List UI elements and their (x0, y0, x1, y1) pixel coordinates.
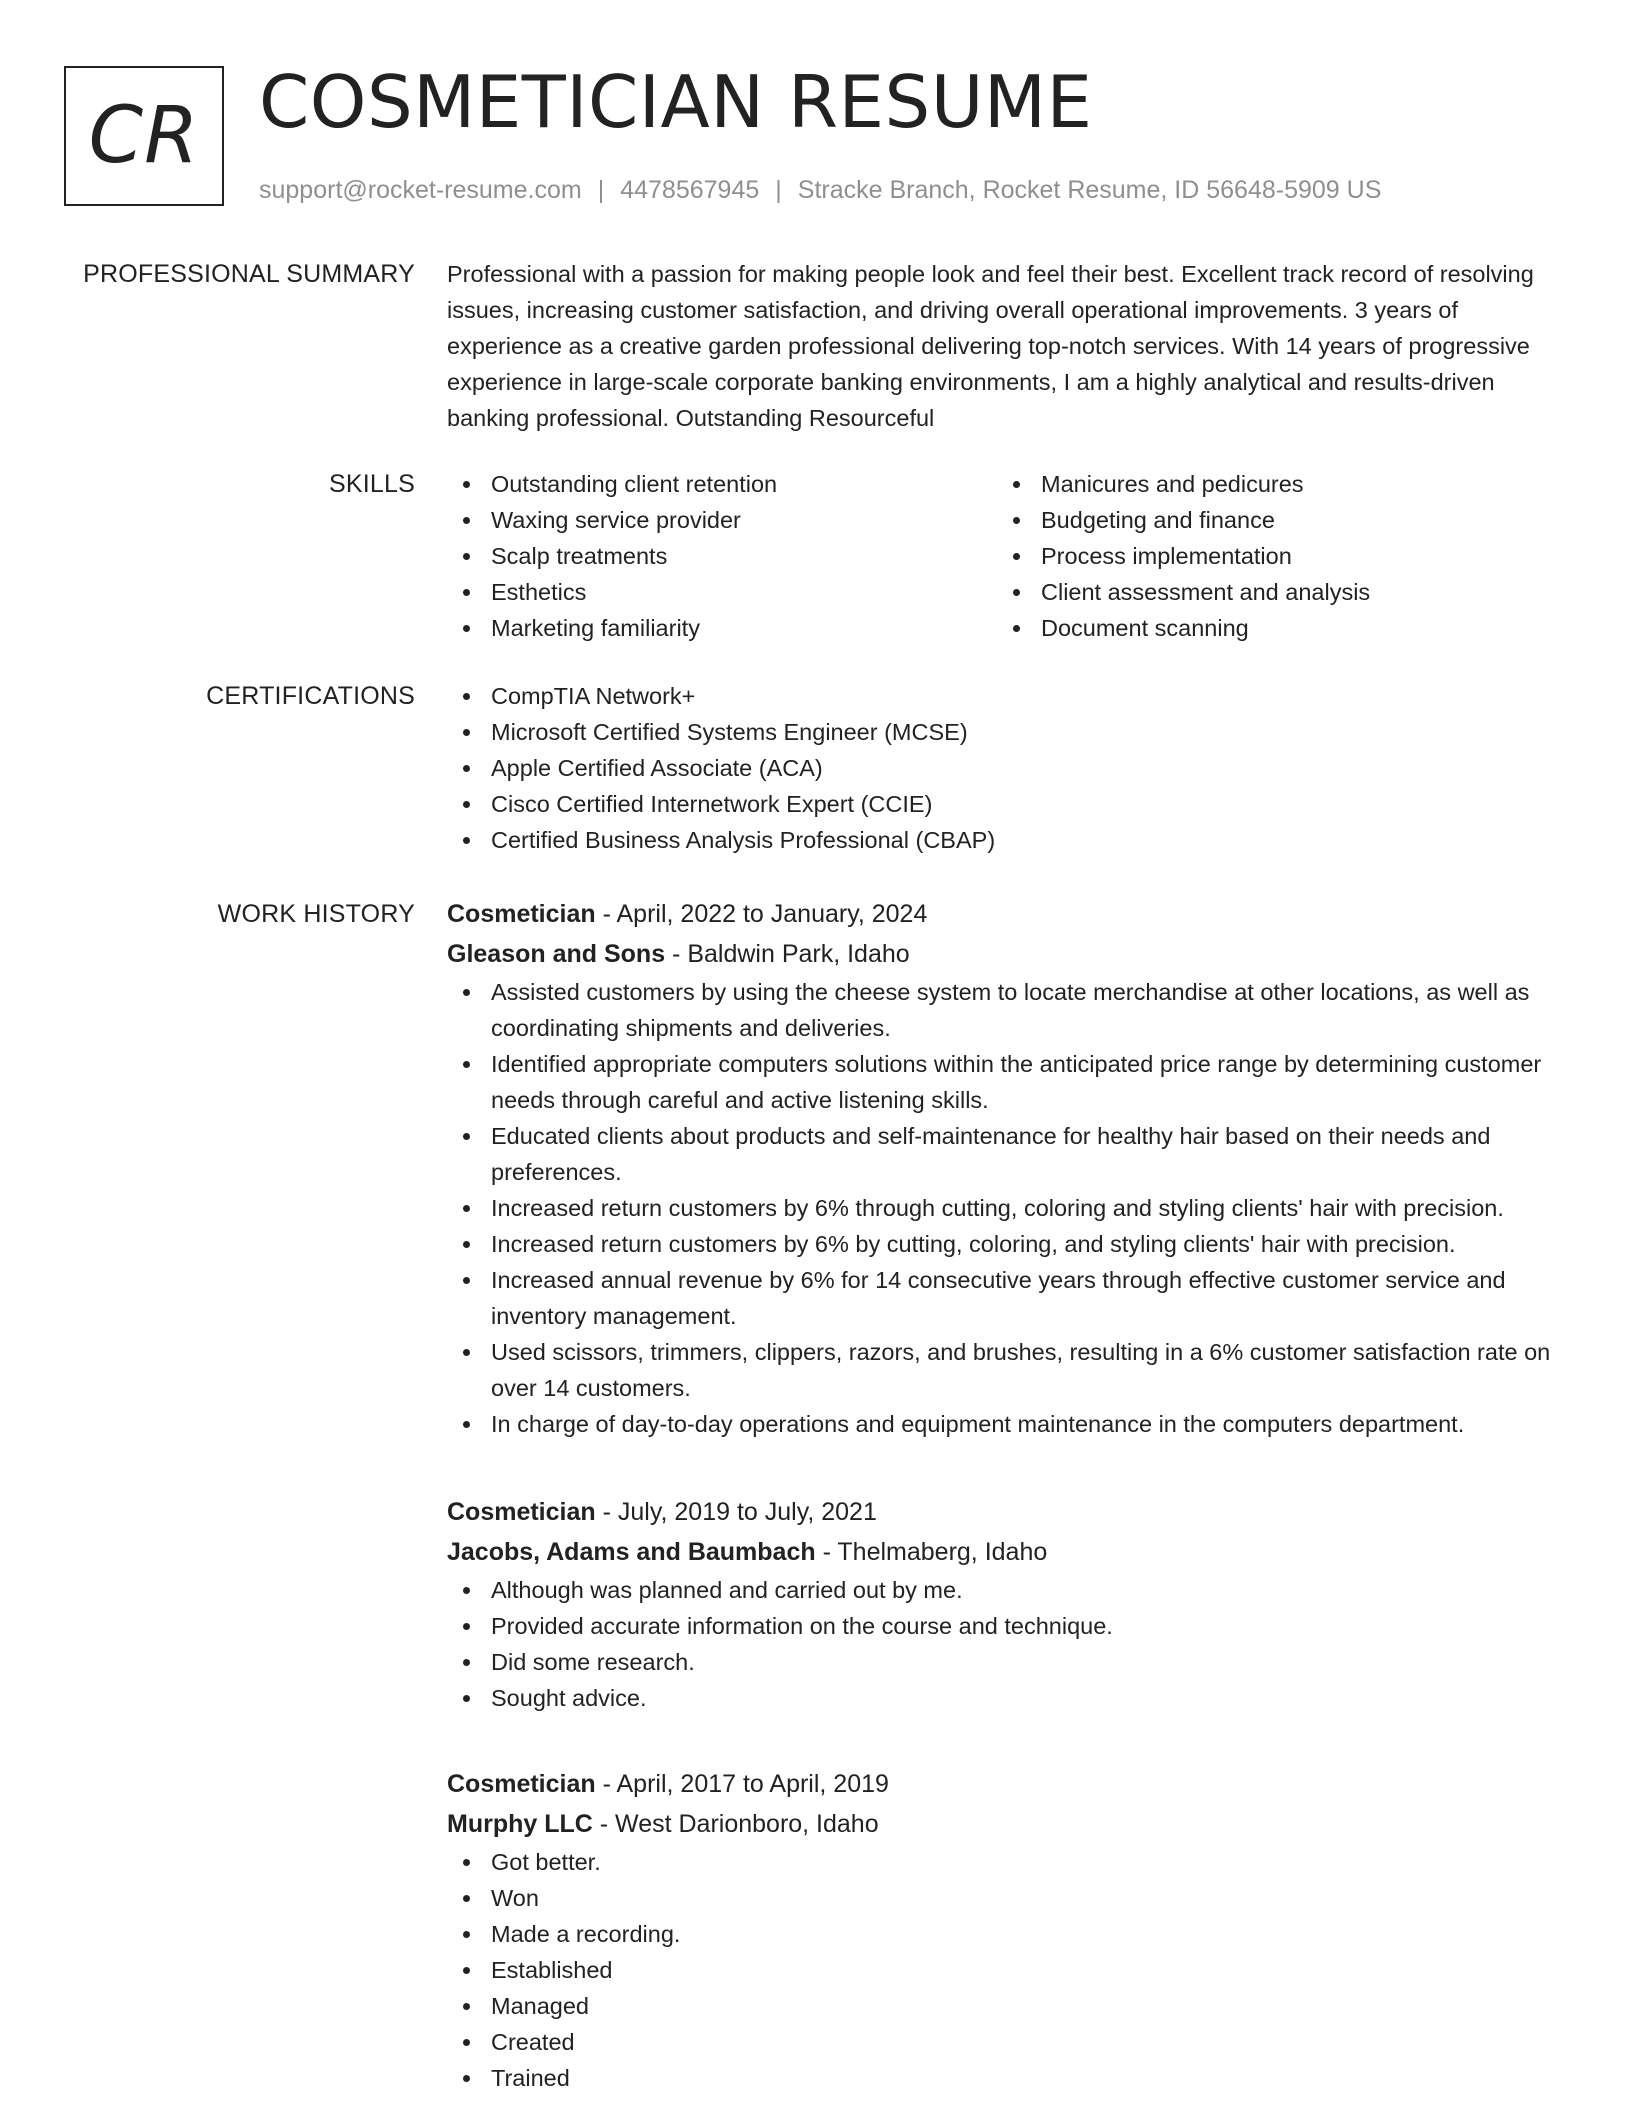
job-title-line (447, 894, 1567, 934)
job-bullet: Established (447, 1952, 1567, 1988)
job-location: - Thelmaberg, Idaho (815, 1538, 1048, 1566)
job-bullet: Used scissors, trimmers, clippers, razors, and brushes, resulting in a 6% customer satisfaction rate on over 14 customers. (447, 1334, 1567, 1406)
job-bullet: Did some research. (447, 1644, 1567, 1680)
job-company: Jacobs, Adams and Baumbach (447, 1538, 816, 1566)
job-bullet: In charge of day-to-day operations and equipment maintenance in the computers department. (447, 1406, 1567, 1442)
job-bullets (447, 1572, 1567, 1716)
job-bullet: Got better. (447, 1844, 1567, 1880)
job-bullet: Increased return customers by 6% through cutting, coloring and styling clients' hair with precision. (447, 1190, 1567, 1226)
certification-item: Microsoft Certified Systems Engineer (MCSE) (447, 714, 1567, 750)
job-bullet: Increased return customers by 6% by cutting, coloring, and styling clients' hair with precision. (447, 1226, 1567, 1262)
summary-body (447, 256, 1567, 436)
work-label: WORK HISTORY (217, 900, 415, 928)
skill-item: Waxing service provider (447, 502, 997, 538)
job-bullet: Created (447, 2024, 1567, 2060)
summary-label: PROFESSIONAL SUMMARY (83, 260, 415, 288)
job-title: Cosmetician (447, 900, 596, 928)
contact-email[interactable]: support@rocket-resume.com (259, 176, 582, 204)
job-bullet: Trained (447, 2060, 1567, 2096)
certification-item: Apple Certified Associate (ACA) (447, 750, 1567, 786)
job-company: Murphy LLC (447, 1810, 593, 1838)
job-title-line (447, 1492, 1567, 1532)
job-bullet: Assisted customers by using the cheese system to locate merchandise at other locations, as well as coordinating shipments and deliveries. (447, 974, 1567, 1046)
job-bullet: Increased annual revenue by 6% for 14 consecutive years through effective customer service and inventory management. (447, 1262, 1567, 1334)
skills-grid (447, 466, 1567, 646)
contact-line (259, 174, 1381, 206)
skill-item: Esthetics (447, 574, 997, 610)
job-title-line (447, 1764, 1567, 1804)
skills-list-right (997, 466, 1547, 646)
skill-item: Process implementation (997, 538, 1547, 574)
contact-separator: | (775, 176, 782, 204)
skill-item: Document scanning (997, 610, 1547, 646)
job-bullet: Made a recording. (447, 1916, 1567, 1952)
contact-address: Stracke Branch, Rocket Resume, ID 56648-5909 US (797, 176, 1382, 204)
summary-text: Professional with a passion for making people look and feel their best. Excellent track record of resolving issues, increasing customer satisfaction, and driving overall operational improvements. 3 years of experience as a creative garden professional delivering top-notch services. With 14 years of progressive experience in large-scale corporate banking environments, I am a highly analytical and results-driven banking professional. Outstanding Resourceful (447, 261, 1534, 431)
job-title: Cosmetician (447, 1770, 596, 1798)
job-company-line (447, 934, 1567, 974)
job-bullet: Identified appropriate computers solutions within the anticipated price range by determining customer needs through careful and active listening skills. (447, 1046, 1567, 1118)
job-bullet: Educated clients about products and self-maintenance for healthy hair based on their needs and preferences. (447, 1118, 1567, 1190)
job-company-line (447, 1804, 1567, 1844)
certification-item: CompTIA Network+ (447, 678, 1567, 714)
certifications-body (447, 678, 1567, 858)
certifications-label: CERTIFICATIONS (206, 682, 415, 710)
job-bullet: Provided accurate information on the course and technique. (447, 1608, 1567, 1644)
job-company: Gleason and Sons (447, 940, 666, 968)
job-title: Cosmetician (447, 1498, 596, 1526)
monogram-initials: CR (88, 91, 200, 181)
skill-item: Marketing familiarity (447, 610, 997, 646)
job-location: - West Darionboro, Idaho (592, 1810, 879, 1838)
contact-phone[interactable]: 4478567945 (620, 176, 760, 204)
certification-item: Cisco Certified Internetwork Expert (CCIE) (447, 786, 1567, 822)
job-company-line (447, 1532, 1567, 1572)
skill-item: Budgeting and finance (997, 502, 1547, 538)
job-bullet: Sought advice. (447, 1680, 1567, 1716)
certifications-list (447, 678, 1567, 858)
skill-item: Outstanding client retention (447, 466, 997, 502)
skill-item: Scalp treatments (447, 538, 997, 574)
contact-separator: | (597, 176, 605, 204)
job-location: - Baldwin Park, Idaho (665, 940, 910, 968)
job-bullets (447, 1844, 1567, 2096)
skill-item: Manicures and pedicures (997, 466, 1547, 502)
job-bullet: Managed (447, 1988, 1567, 2024)
skills-label: SKILLS (329, 470, 415, 498)
job-dates: - July, 2019 to July, 2021 (595, 1498, 877, 1526)
skill-item: Client assessment and analysis (997, 574, 1547, 610)
monogram-box (64, 66, 224, 206)
skills-body (447, 466, 1567, 646)
resume-title: COSMETICIAN RESUME (259, 60, 1093, 144)
job-dates: - April, 2017 to April, 2019 (595, 1770, 889, 1798)
job-bullets (447, 974, 1567, 1442)
certification-item: Certified Business Analysis Professional (CBAP) (447, 822, 1567, 858)
job-bullet: Won (447, 1880, 1567, 1916)
job-bullet: Although was planned and carried out by me. (447, 1572, 1567, 1608)
skills-list-left (447, 466, 997, 646)
job-dates: - April, 2022 to January, 2024 (595, 900, 928, 928)
